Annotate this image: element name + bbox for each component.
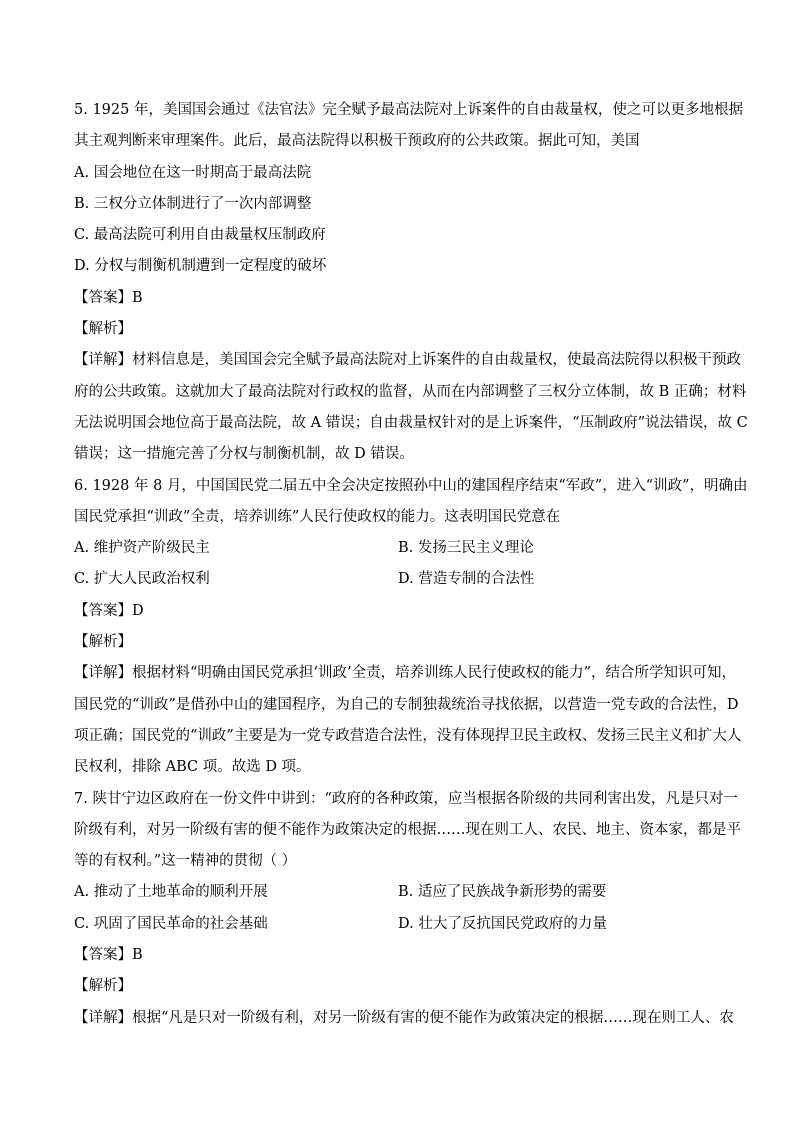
analysis-label: 【解析】 — [74, 321, 132, 338]
detail-line: 【详解】根据“凡是只对一阶级有利，对另一阶级有害的便不能作为政策决定的根据……现在则工人、农 — [74, 1009, 734, 1026]
option-row — [74, 564, 724, 595]
question-stem-line: 国民党承担“训政”全责，培养训练”人民行使政权的能力。这表明国民党意在 — [74, 508, 561, 525]
question-stem-line: 5. 1925 年，美国国会通过《法官法》完全赋予最高法院对上诉案件的自由裁量权，使之可以更多地根据 — [74, 102, 743, 118]
detail-line: 国民党的“训政”是借孙中山的建国程序，为自己的专制独裁统治寻找依据，以营造一党专政的合法性，D — [74, 696, 739, 713]
detail-line: 民权利，排除 ABC 项。故选 D 项。 — [74, 759, 311, 776]
question-stem-line: 6. 1928 年 8 月，中国国民党二届五中全会决定按照孙中山的建国程序结束“军政”，进入“训政”，明确由 — [74, 477, 748, 494]
answer-line: 【答案】B — [74, 289, 143, 306]
detail-line: 项正确；国民党的“训政”主要是为一党专政营造合法性，没有体现捍卫民主政权、发扬三民主义和扩大人 — [74, 727, 742, 744]
detail-line: 无法说明国会地位高于最高法院，故 A 错误；自由裁量权针对的是上诉案件，“压制政府”说法错误，故 C — [74, 414, 748, 431]
option-a: A. 推动了土地革命的顺利开展 — [74, 884, 268, 901]
question-7 — [74, 784, 741, 1034]
detail-line: 【详解】材料信息是，美国国会完全赋予最高法院对上诉案件的自由裁量权，使最高法院得以积极干预政 — [74, 352, 741, 369]
detail-line: 错误；这一措施完善了分权与制衡机制，故 D 错误。 — [74, 446, 414, 463]
option-b: B. 适应了民族战争新形势的需要 — [398, 884, 607, 901]
option-d: D. 壮大了反抗国民党政府的力量 — [398, 915, 607, 932]
question-stem-line: 其主观判断来审理案件。此后，最高法院得以积极干预政府的公共政策。据此可知，美国 — [74, 133, 640, 150]
analysis-label: 【解析】 — [74, 634, 132, 651]
option-c: C. 扩大人民政治权利 — [74, 571, 210, 588]
analysis-label: 【解析】 — [74, 978, 132, 995]
question-stem-line: 阶级有利，对另一阶级有害的便不能作为政策决定的根据……现在则工人、农民、地主、资本家，都是平 — [74, 821, 741, 838]
document-page — [74, 95, 748, 1034]
option-d: D. 营造专制的合法性 — [398, 571, 535, 588]
detail-line: 府的公共政策。这就加大了最高法院对行政权的监督，从而在内部调整了三权分立体制，故 B 正确；材料 — [74, 383, 747, 400]
detail-line: 【详解】根据材料“明确由国民党承担‘训政’全责，培养训练人民行使政权的能力”，结合所学知识可知， — [74, 665, 737, 682]
option-row — [74, 877, 724, 908]
option-d: D. 分权与制衡机制遭到一定程度的破坏 — [74, 258, 327, 275]
option-row — [74, 909, 724, 940]
question-5 — [74, 95, 748, 471]
option-c: C. 最高法院可利用自由裁量权压制政府 — [74, 227, 326, 244]
answer-line: 【答案】B — [74, 947, 143, 964]
option-row — [74, 533, 724, 564]
question-6 — [74, 471, 748, 784]
option-c: C. 巩固了国民革命的社会基础 — [74, 915, 268, 932]
answer-line: 【答案】D — [74, 602, 144, 619]
option-b: B. 发扬三民主义理论 — [398, 540, 534, 557]
option-a: A. 国会地位在这一时期高于最高法院 — [74, 164, 312, 181]
question-stem-line: 7. 陕甘宁边区政府在一份文件中讲到：“政府的各种政策，应当根据各阶级的共同利害出发，凡是只对一 — [74, 790, 738, 807]
option-a: A. 维护资产阶级民主 — [74, 540, 210, 557]
question-stem-line: 等的有权利。”这一精神的贯彻（ ） — [74, 853, 297, 870]
option-b: B. 三权分立体制进行了一次内部调整 — [74, 195, 312, 212]
